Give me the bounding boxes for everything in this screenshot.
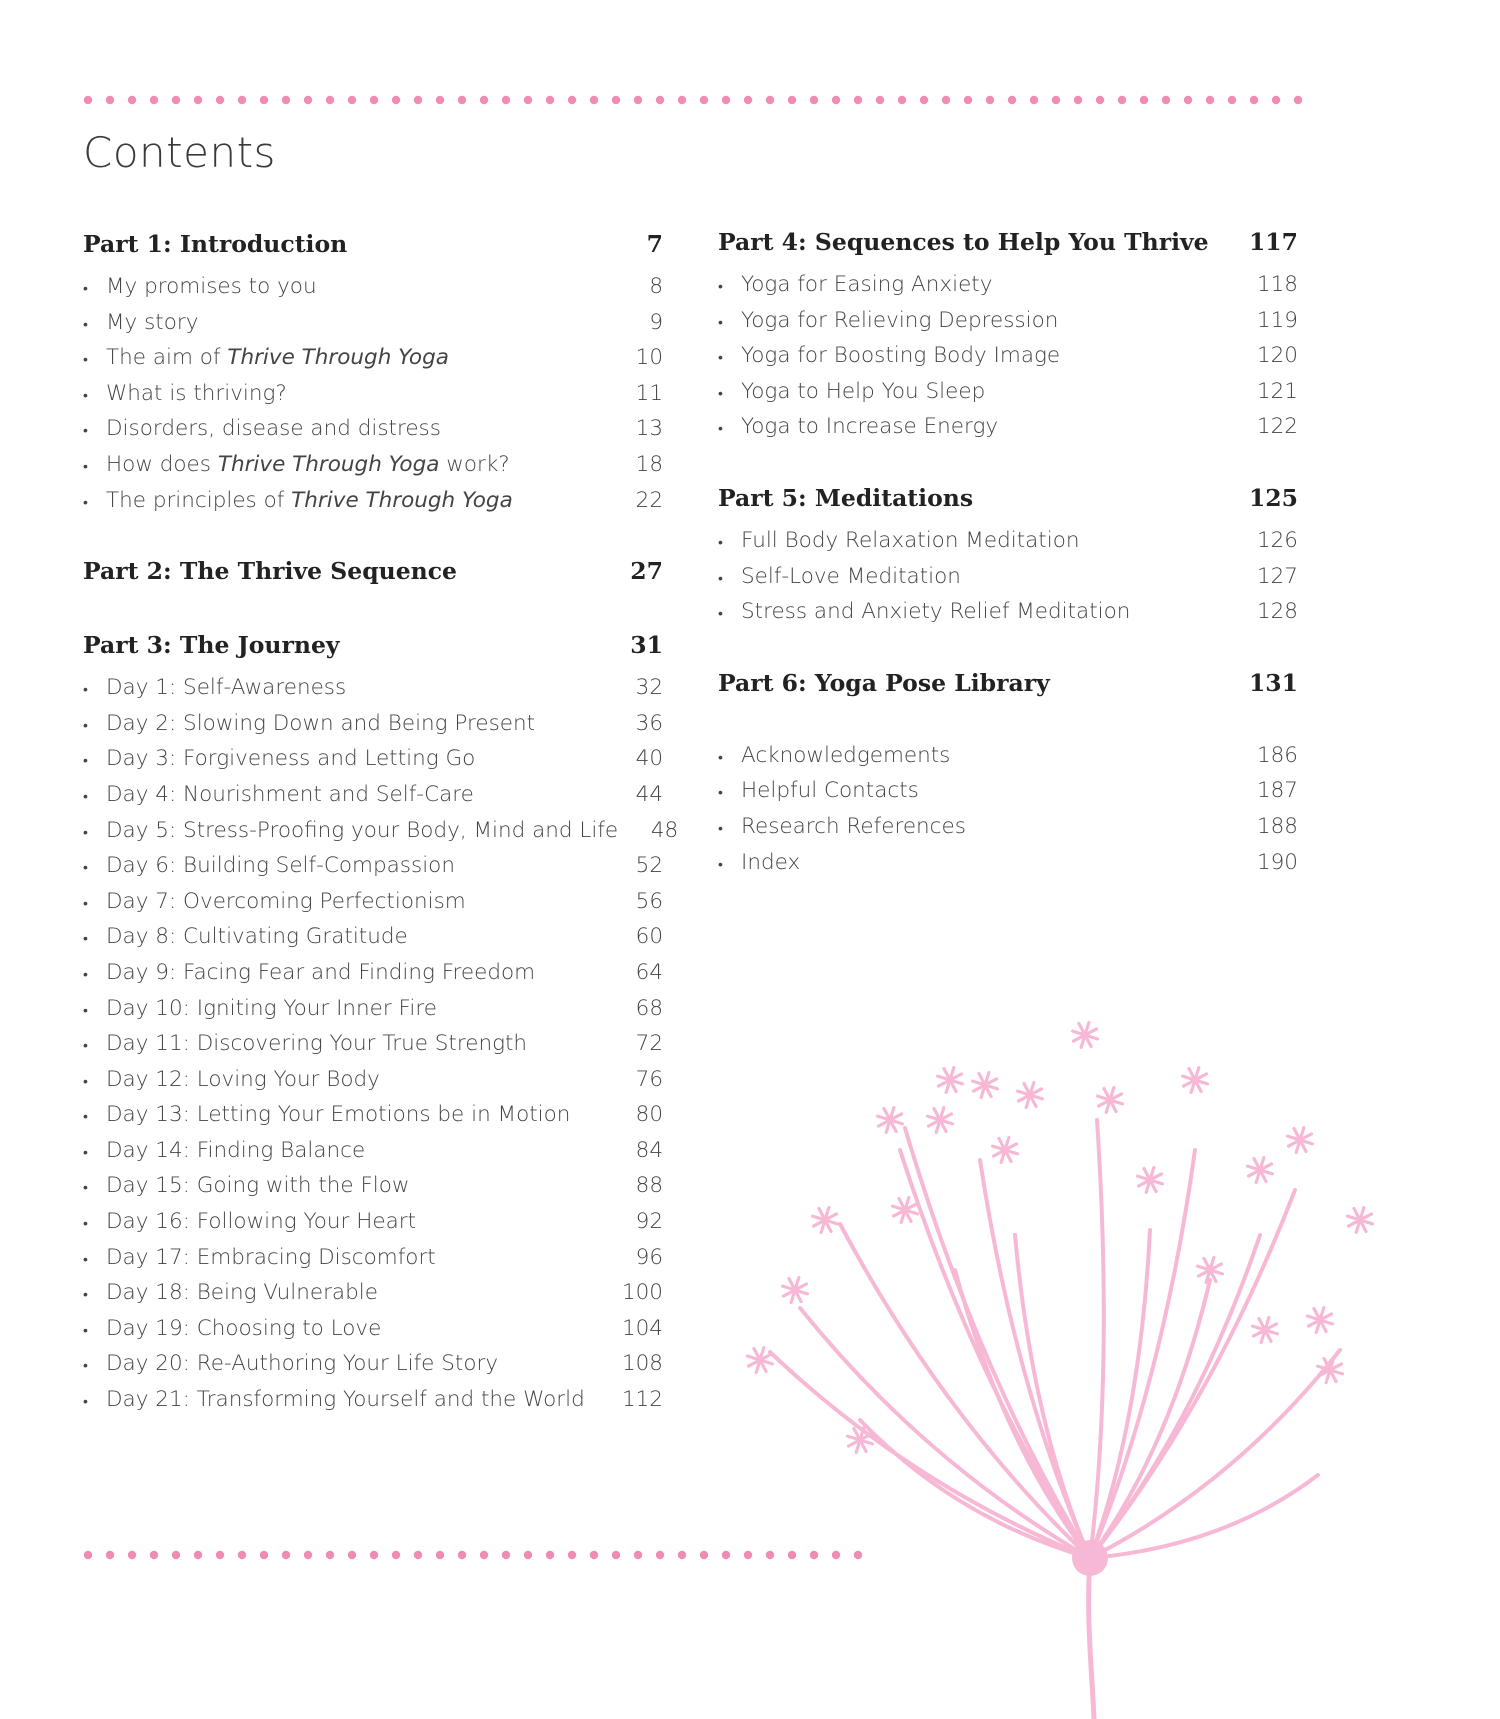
- toc-entry-text: [83, 853, 455, 878]
- toc-entry-label: Yoga for Easing Anxiety: [741, 272, 993, 297]
- toc-entry[interactable]: [83, 310, 663, 346]
- toc-section: [718, 743, 1298, 885]
- toc-entry-label: Day 16: Following Your Heart: [106, 1209, 417, 1235]
- toc-entry[interactable]: [83, 1245, 663, 1281]
- toc-section: [83, 557, 663, 597]
- bullet-icon: •: [83, 281, 88, 297]
- toc-entry-label: Yoga to Help You Sleep: [741, 378, 986, 404]
- seed-star-icon: [893, 1198, 918, 1223]
- page-title: Contents: [83, 128, 276, 177]
- toc-entry-page-number: 119: [1256, 307, 1298, 333]
- toc-entry-page-number: 108: [621, 1351, 663, 1377]
- toc-entry-page-number: 100: [621, 1280, 663, 1306]
- toc-entry-page-number: 60: [635, 924, 663, 950]
- bullet-icon: •: [83, 316, 88, 333]
- toc-entry-label: Day 11: Discovering Your True Strength: [106, 1031, 528, 1057]
- toc-entry[interactable]: [83, 381, 663, 417]
- toc-section: [83, 631, 679, 1422]
- toc-entry-label: Day 2: Slowing Down and Being Present: [106, 710, 536, 736]
- toc-entry-text: [718, 599, 1130, 624]
- toc-entry[interactable]: [718, 778, 1298, 814]
- toc-entry-page-number: 68: [635, 995, 663, 1021]
- toc-entry-page-number: 128: [1256, 599, 1298, 625]
- bullet-icon: •: [83, 458, 88, 475]
- toc-item-list: [718, 743, 1298, 885]
- part-title: Part 1: Introduction: [83, 230, 348, 258]
- part-heading-row[interactable]: [83, 230, 663, 270]
- toc-entry[interactable]: [83, 746, 663, 782]
- part-heading-row[interactable]: [718, 484, 1298, 524]
- toc-entry-label: My story: [106, 309, 199, 335]
- bullet-icon: •: [83, 423, 88, 440]
- toc-entry-text: [718, 272, 992, 297]
- toc-entry[interactable]: [83, 960, 663, 996]
- seed-star-icon: [993, 1138, 1018, 1163]
- toc-entry[interactable]: [83, 416, 663, 452]
- toc-entry-label: Day 5: Stress-Proofing your Body, Mind and Life: [106, 817, 619, 843]
- toc-entry-page-number: 40: [635, 746, 663, 772]
- toc-entry-label: Day 21: Transforming Yourself and the World: [106, 1387, 585, 1413]
- seed-star-icon: [783, 1278, 808, 1303]
- toc-entry-label: Day 15: Going with the Flow: [106, 1173, 410, 1199]
- toc-entry-label: Day 4: Nourishment and Self-Care: [106, 781, 474, 807]
- bullet-icon: •: [83, 1322, 88, 1339]
- toc-entry-label: Day 14: Finding Balance: [106, 1137, 366, 1163]
- bullet-icon: •: [718, 749, 723, 766]
- toc-entry-text: [718, 379, 985, 404]
- toc-entry-text: [83, 1209, 416, 1234]
- toc-entry-page-number: 96: [635, 1244, 663, 1270]
- seed-star-icon: [813, 1208, 838, 1233]
- toc-entry[interactable]: [718, 528, 1298, 564]
- toc-entry-page-number: 188: [1256, 813, 1298, 839]
- toc-entry-page-number: 88: [635, 1173, 663, 1199]
- toc-entry-text: [718, 414, 998, 439]
- toc-entry-text: [718, 528, 1080, 553]
- seed-star-icon: [878, 1108, 903, 1133]
- toc-entry-page-number: 56: [635, 888, 663, 914]
- toc-entry[interactable]: [83, 1387, 663, 1423]
- toc-entry-page-number: 64: [635, 959, 663, 985]
- dandelion-illustration: [740, 1020, 1440, 1719]
- part-page-number: 31: [630, 631, 663, 660]
- bullet-icon: •: [83, 966, 88, 983]
- toc-entry-label: Day 13: Letting Your Emotions be in Motion: [106, 1102, 571, 1128]
- toc-entry[interactable]: [83, 853, 663, 889]
- toc-entry[interactable]: [83, 1173, 663, 1209]
- part-title: Part 4: Sequences to Help You Thrive: [718, 228, 1209, 256]
- toc-section: [718, 228, 1298, 450]
- toc-entry[interactable]: [83, 274, 663, 310]
- toc-entry-label: How does: [106, 451, 218, 477]
- toc-entry[interactable]: [718, 850, 1298, 886]
- toc-entry-page-number: 122: [1256, 414, 1298, 440]
- part-heading-row[interactable]: [83, 557, 663, 597]
- toc-entry-label: Helpful Contacts: [741, 778, 919, 804]
- seed-star-icon: [1183, 1068, 1208, 1093]
- toc-entry-page-number: 92: [635, 1209, 663, 1235]
- bullet-icon: •: [83, 1216, 88, 1233]
- toc-entry-text: [718, 308, 1058, 333]
- toc-entry-text: [83, 924, 408, 949]
- toc-entry-page-number: 9: [649, 309, 663, 335]
- toc-entry[interactable]: [83, 1138, 663, 1174]
- bullet-icon: •: [718, 385, 723, 402]
- toc-entry[interactable]: [83, 345, 663, 381]
- toc-entry-page-number: 118: [1256, 272, 1298, 297]
- seed-star-icon: [928, 1108, 953, 1133]
- part-title: Part 6: Yoga Pose Library: [718, 668, 1050, 697]
- toc-entry[interactable]: [718, 743, 1298, 779]
- seed-star-icon: [1253, 1318, 1278, 1343]
- bullet-icon: •: [718, 421, 723, 438]
- toc-entry-text: [83, 960, 535, 985]
- toc-entry[interactable]: [83, 488, 663, 524]
- toc-entry-text: [718, 343, 1060, 368]
- bullet-icon: •: [718, 606, 723, 623]
- bullet-icon: •: [83, 717, 88, 734]
- toc-entry-label: Acknowledgements: [741, 742, 951, 768]
- toc-entry-page-number: 126: [1256, 527, 1298, 553]
- toc-entry[interactable]: [83, 782, 663, 818]
- toc-entry-page-number: 44: [635, 781, 663, 807]
- toc-left-column: [83, 230, 679, 1457]
- toc-entry-label: Day 10: Igniting Your Inner Fire: [106, 995, 437, 1021]
- seed-star-icon: [1248, 1158, 1273, 1183]
- seed-star-icon: [1288, 1128, 1313, 1153]
- toc-entry-book-title: Thrive Through Yoga: [227, 345, 449, 371]
- toc-entry-page-number: 121: [1256, 378, 1298, 404]
- toc-entry-text: [83, 310, 198, 335]
- toc-entry-label: Day 1: Self-Awareness: [106, 675, 347, 701]
- toc-entry-text: [83, 746, 475, 771]
- toc-entry-page-number: 36: [635, 710, 663, 736]
- bullet-icon: •: [83, 1251, 88, 1268]
- part-title: Part 2: The Thrive Sequence: [83, 557, 458, 586]
- toc-entry-page-number: 11: [635, 380, 663, 406]
- toc-entry-page-number: 10: [635, 345, 663, 371]
- toc-entry-text: [83, 1067, 380, 1092]
- toc-entry-label: Day 8: Cultivating Gratitude: [106, 924, 408, 950]
- toc-entry-label: Disorders, disease and distress: [106, 416, 441, 442]
- toc-entry-label: Research References: [741, 813, 966, 839]
- toc-entry-page-number: 52: [635, 853, 663, 879]
- dot-border-icon: [83, 94, 1323, 106]
- bullet-icon: •: [718, 350, 723, 367]
- bullet-icon: •: [83, 387, 88, 404]
- toc-entry-label: Day 3: Forgiveness and Letting Go: [106, 746, 476, 772]
- toc-entry-text: [83, 782, 474, 807]
- toc-entry-label: What is thriving?: [106, 380, 287, 406]
- toc-section: [718, 669, 1298, 709]
- toc-entry[interactable]: [718, 343, 1298, 379]
- bullet-icon: •: [83, 753, 88, 770]
- toc-entry[interactable]: [83, 817, 679, 854]
- toc-entry-page-number: 84: [635, 1137, 663, 1163]
- toc-entry-label: Day 12: Loving Your Body: [106, 1066, 380, 1092]
- toc-entry-page-number: 112: [621, 1387, 663, 1413]
- toc-item-list: [83, 675, 679, 1422]
- bullet-icon: •: [718, 314, 723, 331]
- toc-entry-text: [83, 889, 466, 914]
- toc-entry-book-title: Thrive Through Yoga: [217, 451, 440, 477]
- bullet-icon: •: [83, 1073, 88, 1090]
- toc-entry-text: [83, 1387, 585, 1412]
- bullet-icon: •: [83, 352, 88, 369]
- bullet-icon: •: [718, 279, 723, 295]
- toc-entry-text: [83, 1351, 498, 1376]
- bullet-icon: •: [83, 788, 88, 805]
- seed-star-icon: [1098, 1088, 1123, 1113]
- toc-entry-text: [83, 711, 535, 736]
- toc-entry-text: [83, 818, 618, 843]
- toc-entry[interactable]: [83, 1067, 663, 1103]
- toc-entry-page-number: 120: [1256, 343, 1298, 369]
- toc-entry-page-number: 127: [1256, 563, 1298, 589]
- toc-entry-page-number: 104: [621, 1315, 663, 1341]
- toc-section: [83, 230, 663, 523]
- bullet-icon: •: [718, 856, 723, 873]
- toc-entry-label: Yoga for Boosting Body Image: [741, 343, 1061, 369]
- toc-entry[interactable]: [718, 599, 1298, 635]
- bullet-icon: •: [83, 860, 88, 877]
- bullet-icon: •: [83, 1180, 88, 1197]
- toc-entry-text: [718, 778, 919, 803]
- seed-star-icon: [1138, 1168, 1163, 1193]
- bullet-icon: •: [83, 1144, 88, 1161]
- bullet-icon: •: [83, 931, 88, 948]
- toc-entry-text: [718, 743, 950, 768]
- toc-entry-label: Day 20: Re-Authoring Your Life Story: [106, 1351, 499, 1377]
- toc-entry[interactable]: [83, 1280, 663, 1316]
- toc-entry-text: [83, 488, 513, 513]
- toc-entry-label: Full Body Relaxation Meditation: [741, 527, 1080, 553]
- seed-star-icon: [938, 1068, 963, 1093]
- part-page-number: 117: [1248, 228, 1298, 256]
- toc-entry-page-number: 13: [635, 416, 663, 442]
- toc-entry-text: [83, 274, 317, 299]
- toc-entry[interactable]: [83, 996, 663, 1032]
- toc-entry-text: [83, 416, 441, 441]
- toc-entry-label: My promises to you: [106, 274, 317, 299]
- toc-right-column: [718, 228, 1298, 919]
- seed-star-icon: [1018, 1083, 1043, 1108]
- toc-entry[interactable]: [83, 711, 663, 747]
- dot-border-top: [83, 94, 1323, 106]
- toc-entry-text: [83, 1316, 381, 1341]
- toc-entry-page-number: 8: [649, 274, 663, 299]
- toc-entry-text: [718, 850, 800, 875]
- bullet-icon: •: [83, 824, 88, 841]
- toc-entry-page-number: 72: [635, 1031, 663, 1057]
- toc-entry-text: [83, 1138, 365, 1163]
- toc-entry-page-number: 32: [635, 675, 663, 701]
- toc-entry-page-number: 22: [635, 487, 663, 513]
- toc-entry[interactable]: [83, 1351, 663, 1387]
- toc-entry[interactable]: [83, 1209, 663, 1245]
- toc-entry[interactable]: [718, 564, 1298, 600]
- part-page-number: 131: [1248, 668, 1298, 697]
- bullet-icon: •: [718, 785, 723, 802]
- toc-entry-page-number: 80: [635, 1102, 663, 1128]
- toc-item-list: [718, 528, 1298, 635]
- toc-item-list: [83, 274, 663, 523]
- toc-entry-text: [83, 1280, 378, 1305]
- toc-entry-text: [83, 381, 287, 406]
- toc-entry-label: Day 6: Building Self-Compassion: [106, 853, 455, 879]
- toc-entry-label: Day 17: Embracing Discomfort: [106, 1244, 436, 1270]
- toc-entry-label: Yoga for Relieving Depression: [741, 307, 1059, 333]
- bullet-icon: •: [83, 682, 88, 699]
- bullet-icon: •: [83, 1358, 88, 1375]
- toc-entry-page-number: 186: [1256, 742, 1298, 768]
- toc-entry-text: [718, 564, 961, 589]
- seed-star-icon: [1348, 1208, 1373, 1233]
- bullet-icon: •: [83, 1002, 88, 1019]
- part-page-number: 125: [1248, 483, 1298, 512]
- toc-entry-label: work?: [439, 451, 510, 477]
- bullet-icon: •: [83, 494, 88, 511]
- part-heading-row[interactable]: [718, 669, 1298, 709]
- toc-entry-label: Day 19: Choosing to Love: [106, 1315, 382, 1341]
- toc-entry[interactable]: [83, 1031, 663, 1067]
- toc-entry-label: Day 7: Overcoming Perfectionism: [106, 888, 466, 914]
- toc-entry-text: [83, 345, 449, 370]
- bullet-icon: •: [83, 1394, 88, 1411]
- toc-entry-label: The aim of: [106, 345, 228, 371]
- toc-entry-text: [83, 996, 437, 1021]
- toc-entry[interactable]: [718, 414, 1298, 450]
- part-title: Part 3: The Journey: [83, 631, 340, 660]
- part-heading-row[interactable]: [718, 228, 1298, 268]
- seed-star-icon: [973, 1073, 998, 1098]
- toc-entry-text: [83, 1031, 527, 1056]
- toc-entry[interactable]: [83, 1316, 663, 1352]
- toc-entry[interactable]: [83, 1102, 663, 1138]
- toc-entry-label: Index: [741, 849, 801, 875]
- bullet-icon: •: [83, 1109, 88, 1126]
- toc-entry-label: The principles of: [106, 487, 292, 513]
- bullet-icon: •: [718, 570, 723, 587]
- toc-entry-text: [83, 452, 510, 477]
- toc-entry-text: [83, 675, 346, 700]
- bullet-icon: •: [718, 534, 723, 551]
- toc-entry-label: Stress and Anxiety Relief Meditation: [741, 599, 1131, 625]
- toc-entry-label: Yoga to Increase Energy: [741, 414, 999, 440]
- part-heading-row[interactable]: [83, 631, 663, 671]
- bullet-icon: •: [83, 1287, 88, 1304]
- toc-entry-page-number: 18: [635, 451, 663, 477]
- toc-entry[interactable]: [718, 272, 1298, 308]
- toc-entry[interactable]: [718, 814, 1298, 850]
- toc-entry[interactable]: [83, 889, 663, 925]
- seed-star-icon: [1308, 1308, 1333, 1333]
- toc-entry-label: Self-Love Meditation: [741, 563, 961, 589]
- toc-entry-page-number: 48: [650, 817, 679, 843]
- toc-entry[interactable]: [83, 924, 663, 960]
- seed-star-icon: [1073, 1023, 1098, 1048]
- part-page-number: 7: [646, 230, 663, 258]
- bullet-icon: •: [83, 1038, 88, 1055]
- toc-entry-text: [83, 1245, 436, 1270]
- toc-item-list: [718, 272, 1298, 450]
- toc-entry-label: Day 9: Facing Fear and Finding Freedom: [106, 959, 536, 985]
- toc-entry[interactable]: [83, 452, 663, 488]
- toc-entry-page-number: 187: [1256, 778, 1298, 804]
- part-title: Part 5: Meditations: [718, 483, 974, 512]
- toc-entry[interactable]: [718, 308, 1298, 344]
- toc-entry-text: [83, 1102, 570, 1127]
- toc-section: [718, 484, 1298, 635]
- bullet-icon: •: [83, 895, 88, 912]
- bullet-icon: •: [718, 820, 723, 837]
- toc-entry-text: [718, 814, 966, 839]
- toc-entry-page-number: 76: [635, 1066, 663, 1092]
- toc-entry[interactable]: [83, 675, 663, 711]
- part-page-number: 27: [630, 557, 663, 586]
- toc-entry-text: [83, 1173, 410, 1198]
- toc-entry-book-title: Thrive Through Yoga: [291, 487, 513, 513]
- toc-entry[interactable]: [718, 379, 1298, 415]
- toc-entry-page-number: 190: [1256, 849, 1298, 875]
- toc-entry-label: Day 18: Being Vulnerable: [106, 1280, 378, 1306]
